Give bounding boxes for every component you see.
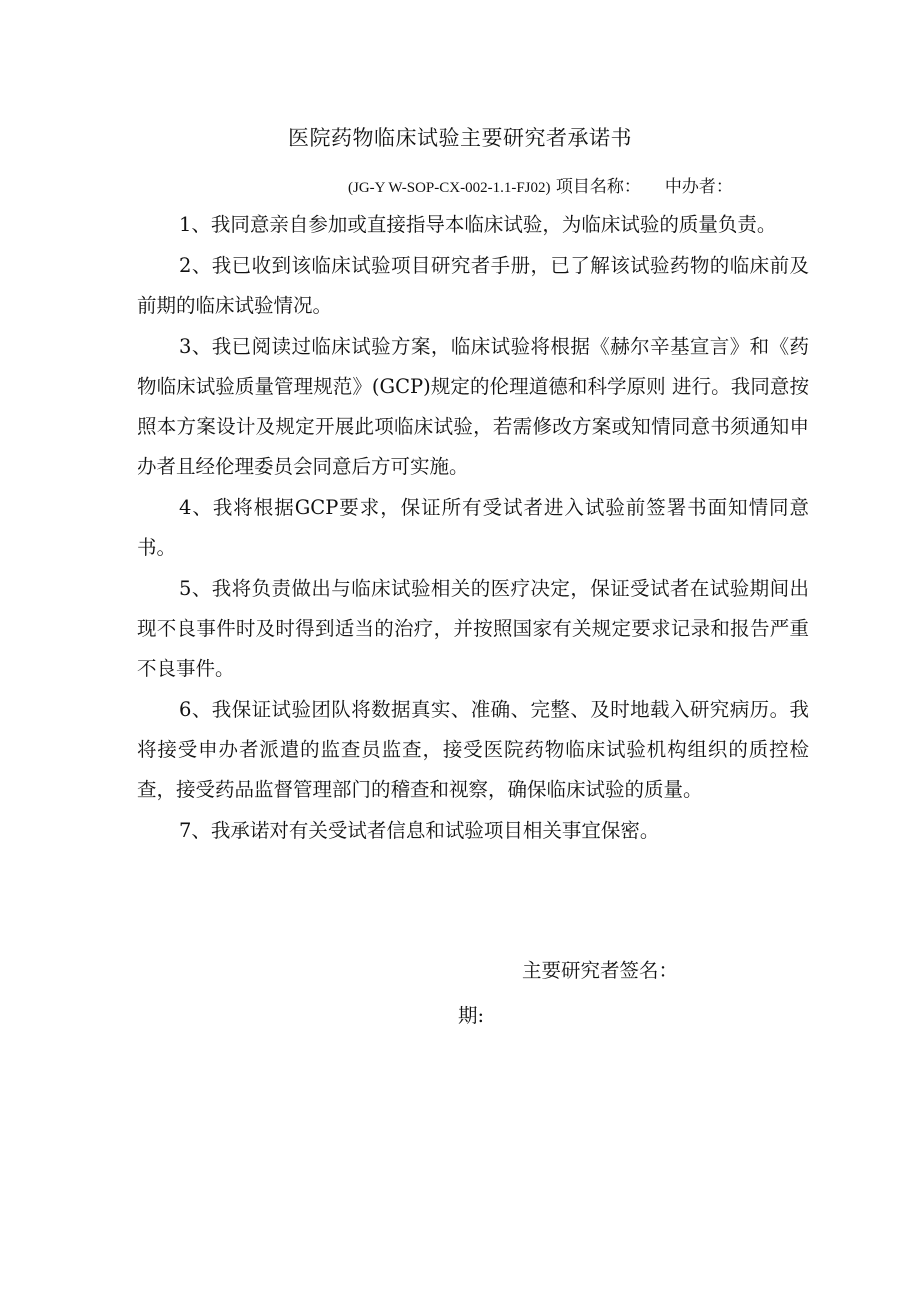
date-label: 期: <box>458 1004 485 1027</box>
signature-label: 主要研究者签名： <box>522 959 679 982</box>
sponsor-label: 中办者： <box>664 177 733 197</box>
commitment-item-1: 1、我同意亲自参加或直接指导本临床试验，为临床试验的质量负责。 <box>179 213 777 236</box>
commitment-item-2: 2、我已收到该临床试验项目研究者手册，已了解该试验药物的临床前及前期的临床试验情况。 <box>137 254 809 317</box>
commitment-item-7: 7、我承诺对有关受试者信息和试验项目相关事宜保密。 <box>179 819 660 842</box>
document-title: 医院药物临床试验主要研究者承诺书 <box>288 126 632 150</box>
document-header-line <box>348 172 733 197</box>
commitment-item-4: 4、我将根据GCP要求，保证所有受试者进入试验前签署书面知情同意书。 <box>137 496 809 559</box>
commitment-body <box>137 205 809 852</box>
commitment-item-6: 6、我保证试验团队将数据真实、准确、完整、及时地载入研究病历。我将接受申办者派遣的监查员监查，接受医院药物临床试验机构组织的质控检查，接受药品监督管理部门的稽查和视察，确保临床试验的质量。 <box>137 698 809 801</box>
document-code: (JG-Y W-SOP-CX-002-1.1-FJ02) <box>348 180 551 196</box>
commitment-item-3: 3、我已阅读过临床试验方案，临床试验将根据《赫尔辛基宣言》和《药物临床试验质量管理规范》(GCP)规定的伦理道德和科学原则 进行。我同意按照本方案设计及规定开展此项临床试验，若需修改方案或知情同意书须通知申办者且经伦理委员会同意后方可实施。 <box>137 335 809 478</box>
commitment-item-5: 5、我将负责做出与临床试验相关的医疗决定，保证受试者在试验期间出现不良事件时及时得到适当的治疗，并按照国家有关规定要求记录和报告严重不良事件。 <box>137 577 809 680</box>
project-name-label: 项目名称： <box>555 177 641 197</box>
